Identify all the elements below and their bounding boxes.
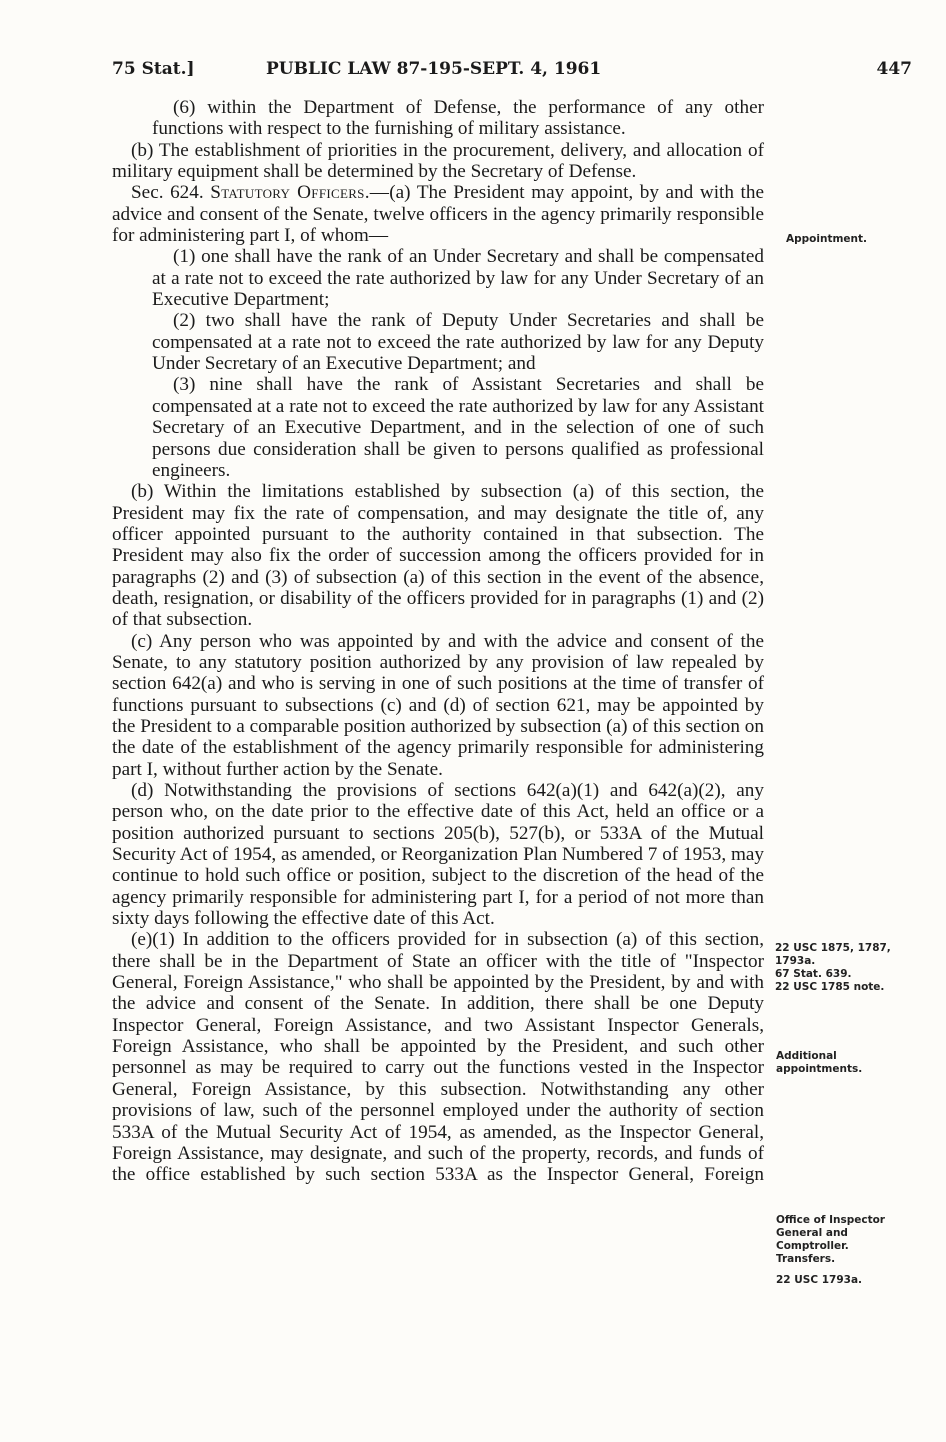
page-number: 447 [876, 59, 912, 79]
section-624-a-text: (a) The President may appoint, by and with the advice and consent of the Senate, twelve officers in the agency primarily responsible for administering part I, of whom— [112, 182, 764, 247]
margin-note-transfers: Transfers. [776, 1253, 836, 1265]
margin-note-additional-appointments: Additional appointments. [776, 1050, 863, 1075]
paragraph-624-d: (d) Notwithstanding the provisions of sections 642(a)(1) and 642(a)(2), any person who, on the date prior to the effective date of this Act, held an office or a position authorized pursuant to sections 205(b), 527(b), or 533A of the Mutual Security Act of 1954, as amended, or Reorganization Plan Numbered 7 of 1953, may continue to hold such office or position, subject to the discretion of the head of the agency primarily responsible for administering part I, for a period of not more than sixty days following the effective date of this Act. [112, 780, 764, 930]
section-number: Sec. 624. [131, 182, 204, 204]
header-title: PUBLIC LAW 87-195-SEPT. 4, 1961 [266, 59, 602, 79]
margin-note-appointment: Appointment. [786, 233, 868, 245]
paragraph-624-a1: (1) one shall have the rank of an Under Secretary and shall be compensated at a rate not to exceed the rate authorized by law for any Under Secretary of an Executive Department; [152, 246, 764, 311]
margin-note-citations [775, 942, 915, 994]
running-header [112, 59, 912, 83]
paragraph-624-a2: (2) two shall have the rank of Deputy Under Secretaries and shall be compensated at a rate not to exceed the rate authorized by law for any Deputy Under Secretary of an Executive Department; and [152, 310, 764, 375]
section-heading: Statutory Officers.— [210, 182, 390, 204]
margin-note-inspector-group [776, 1214, 916, 1287]
paragraph-624-a3: (3) nine shall have the rank of Assistant Secretaries and shall be compensated at a rate not to exceed the rate authorized by law for any Assistant Secretary of an Executive Department, and in the selection of one of such persons due consideration shall be given to persons qualified as professional engineers. [152, 374, 764, 481]
paragraph-624-c: (c) Any person who was appointed by and with the advice and consent of the Senate, to any statutory position authorized by any provision of law repealed by section 642(a) and who is serving in one of such positions at the time of transfer of functions pursuant to subsections (c) and (d) of section 621, may be appointed by the President to a comparable position authorized by subsection (a) of this section on the date of the establishment of the agency primarily responsible for administering part I, without further action by the Senate. [112, 630, 764, 780]
paragraph-a6: (6) within the Department of Defense, the performance of any other functions with respect to the furnishing of military assistance. [152, 97, 764, 140]
paragraph-b-priorities: (b) The establishment of priorities in the procurement, delivery, and allocation of military equipment shall be determined by the Secretary of Defense. [112, 139, 764, 183]
stat-reference: 75 Stat.] [112, 59, 195, 79]
margin-note-67-stat: 67 Stat. 639. [775, 968, 852, 980]
margin-note-usc-1785: 22 USC 1785 note. [775, 981, 885, 993]
margin-note-office-inspector: Office of Inspector General and Comptroller. [776, 1214, 885, 1252]
section-624-paragraph [112, 182, 764, 246]
margin-note-usc-1793a: 22 USC 1793a. [776, 1274, 863, 1286]
paragraph-624-b: (b) Within the limitations established by subsection (a) of this section, the President may fix the rate of compensation, and may designate the title of, any officer appointed pursuant to the authority contained in that subsection. The President may also fix the order of succession among the officers provided for in paragraphs (2) and (3) of subsection (a) of this section in the event of the absence, death, resignation, or disability of the officers provided for in paragraphs (1) and (2) of that subsection. [112, 481, 764, 631]
body-text [112, 97, 764, 1186]
margin-note-usc-1875: 22 USC 1875, 1787, 1793a. [775, 942, 891, 967]
paragraph-624-e1: (e)(1) In addition to the officers provided for in subsection (a) of this section, there shall be in the Department of State an officer with the title of "Inspector General, Foreign Assistance," who shall be appointed by the President, by and with the advice and consent of the Senate. In addition, there shall be one Deputy Inspector General, Foreign Assistance, and two Assistant Inspector Generals, Foreign Assistance, who shall be appointed by the President, and such other personnel as may be required to carry out the functions vested in the Inspector General, Foreign Assistance, by this subsection. Notwithstanding any other provisions of law, such of the personnel employed under the authority of section 533A of the Mutual Security Act of 1954, as amended, as the Inspector General, Foreign Assistance, may designate, and such of the property, records, and funds of the office established by such section 533A as the Inspector General, Foreign [112, 929, 764, 1186]
